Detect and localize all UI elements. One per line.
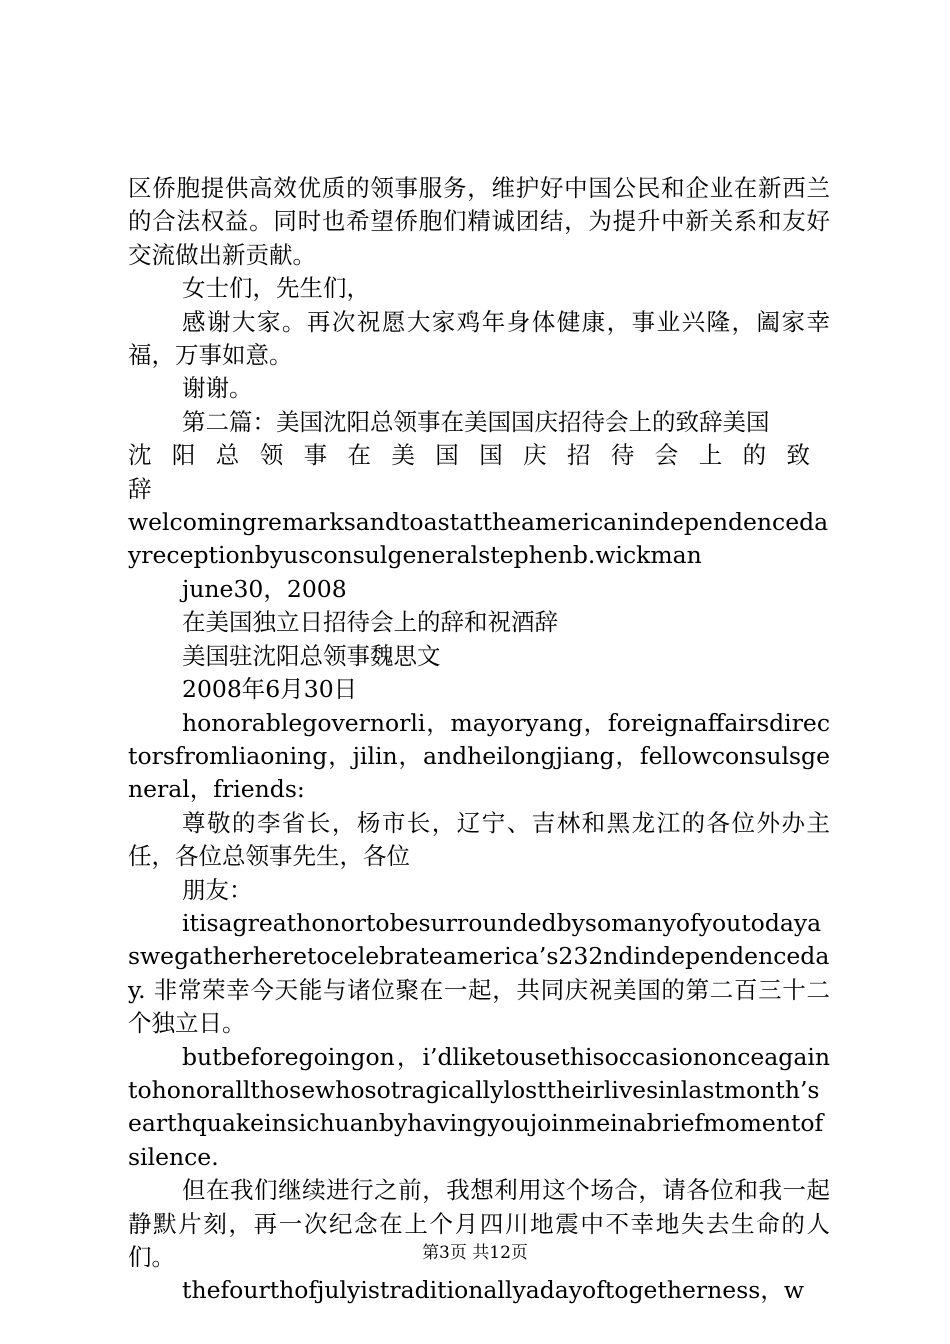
paragraph-honor: itisagreathonortobesurroundedbysomanyofyoutodayaswegatherheretocelebrateamerica’s232ndindependenceday. 非常荣幸今天能与诸位聚在一起，共同庆祝美国的第二百三十二个独立日。 [128, 908, 830, 1038]
paragraph-4: 谢谢。 [182, 374, 253, 403]
english-salutation: honorablegovernorli，mayoryang，foreignaffairsdirectorsfromliaoning，jilin，andheilongjiang，fellowconsulsgeneral，friends: [128, 708, 830, 804]
english-date: june30，2008 [182, 574, 347, 603]
paragraph-silence-chinese: 但在我们继续进行之前，我想利用这个场合，请各位和我一起静默片刻，再一次纪念在上个月四川地震中不幸地失去生命的人们。 [128, 1176, 830, 1271]
section-heading-line-1: 第二篇：美国沈阳总领事在美国国庆招待会上的致辞美国 [182, 407, 770, 436]
paragraph-fourth-of-july: thefourthofjulyistraditionallyadayoftogetherness，w [182, 1276, 804, 1305]
chinese-salutation: 尊敬的李省长，杨市长，辽宁、吉林和黑龙江的各位外办主任，各位总领事先生，各位 [128, 808, 830, 871]
page-body [128, 172, 830, 1308]
chinese-date: 2008年6月30日 [182, 675, 358, 704]
page-number-footer: 第3页 共12页 [422, 1243, 528, 1263]
paragraph-silence-english: butbeforegoingon，i’dliketousethisoccasiononceagaintohonorallthosewhosotragicallylosttheirlivesinlastmonth’searthquakeinsichuanbyhavingyoujoinmeinabriefmomentofsilence. [128, 1042, 830, 1171]
chinese-title: 在美国独立日招待会上的辞和祝酒辞 [182, 608, 558, 637]
paragraph-2: 女士们，先生们， [182, 274, 370, 303]
chinese-salutation-end: 朋友： [182, 875, 253, 904]
speaker-name: 美国驻沈阳总领事魏思文 [182, 641, 441, 670]
paragraph-1: 区侨胞提供高效优质的领事服务，维护好中国公民和企业在新西兰的合法权益。同时也希望侨胞们精诚团结，为提升中新关系和友好交流做出新贡献。 [128, 174, 830, 269]
section-heading-line-2: 沈阳总领事在美国国庆招待会上的致辞 [128, 441, 830, 503]
paragraph-3: 感谢大家。再次祝愿大家鸡年身体健康，事业兴隆，阖家幸福，万事如意。 [128, 307, 830, 370]
english-title: welcomingremarksandtoastattheamericanindependencedayreceptionbyusconsulgeneralstephenb.wickman [128, 508, 829, 570]
